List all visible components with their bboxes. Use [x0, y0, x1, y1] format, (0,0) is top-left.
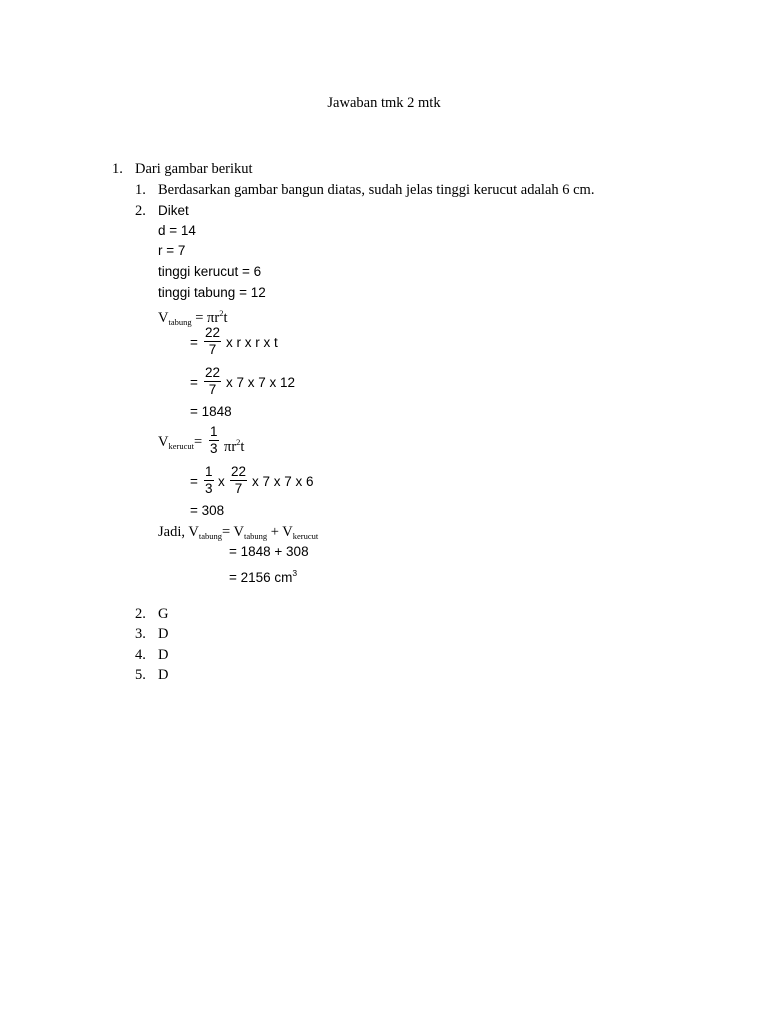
question-label: Dari gambar berikut: [135, 161, 253, 177]
v-tabung-result: = 1848: [190, 404, 232, 419]
v-tabung-step2: x 7 x 7 x 12: [226, 375, 296, 390]
given-r: r = 7: [158, 243, 186, 258]
given-tinggi-kerucut: tinggi kerucut = 6: [158, 264, 262, 279]
conclusion-sum: = 1848 + 308: [229, 544, 309, 559]
equals-sign: =: [190, 335, 198, 350]
conclusion-total: = 2156 $cm^3$: [229, 568, 298, 585]
fraction-1-3: 1 3: [205, 464, 213, 496]
list-number: 1.: [112, 161, 123, 177]
v-tabung-formula: $V_{tabung} = \pi r^2t$: [158, 308, 228, 327]
list-number: 3.: [135, 626, 146, 642]
answer-value: D: [158, 626, 169, 642]
times-sign: x: [218, 474, 225, 489]
fraction-22-7: 22 7: [231, 464, 247, 496]
list-number: 5.: [135, 667, 146, 683]
diket-label: Diket: [158, 203, 189, 218]
given-tinggi-tabung: tinggi tabung = 12: [158, 285, 266, 300]
v-kerucut-result: = 308: [190, 503, 225, 518]
page-title: Jawaban tmk 2 mtk: [327, 95, 441, 111]
answer-value: D: [158, 667, 169, 683]
fraction-22-7: 22 7: [205, 365, 221, 397]
v-kerucut-formula: $\pi r^2t$: [224, 437, 245, 455]
list-number: 1.: [135, 182, 146, 198]
equals-sign: =: [190, 375, 198, 390]
list-number: 2.: [135, 606, 146, 622]
answer-value: D: [158, 647, 169, 663]
conclusion-line: Jadi, $V_{tabung}= V_{tabung} + V_{kerucut}$: [158, 524, 319, 541]
list-number: 2.: [135, 203, 146, 219]
given-d: d = 14: [158, 223, 196, 238]
v-kerucut-label: $V_{kerucut}=$: [158, 434, 203, 451]
list-number: 4.: [135, 647, 146, 663]
equals-sign: =: [190, 474, 198, 489]
v-kerucut-step: x 7 x 7 x 6: [252, 474, 314, 489]
answer-value: G: [158, 606, 169, 622]
fraction-22-7: 22 7: [205, 325, 221, 357]
answer-text: Berdasarkan gambar bangun diatas, sudah jelas tinggi kerucut adalah 6 cm.: [158, 182, 595, 198]
v-tabung-step1: x r x r x t: [226, 335, 278, 350]
fraction-1-3: 1 3: [210, 424, 218, 456]
